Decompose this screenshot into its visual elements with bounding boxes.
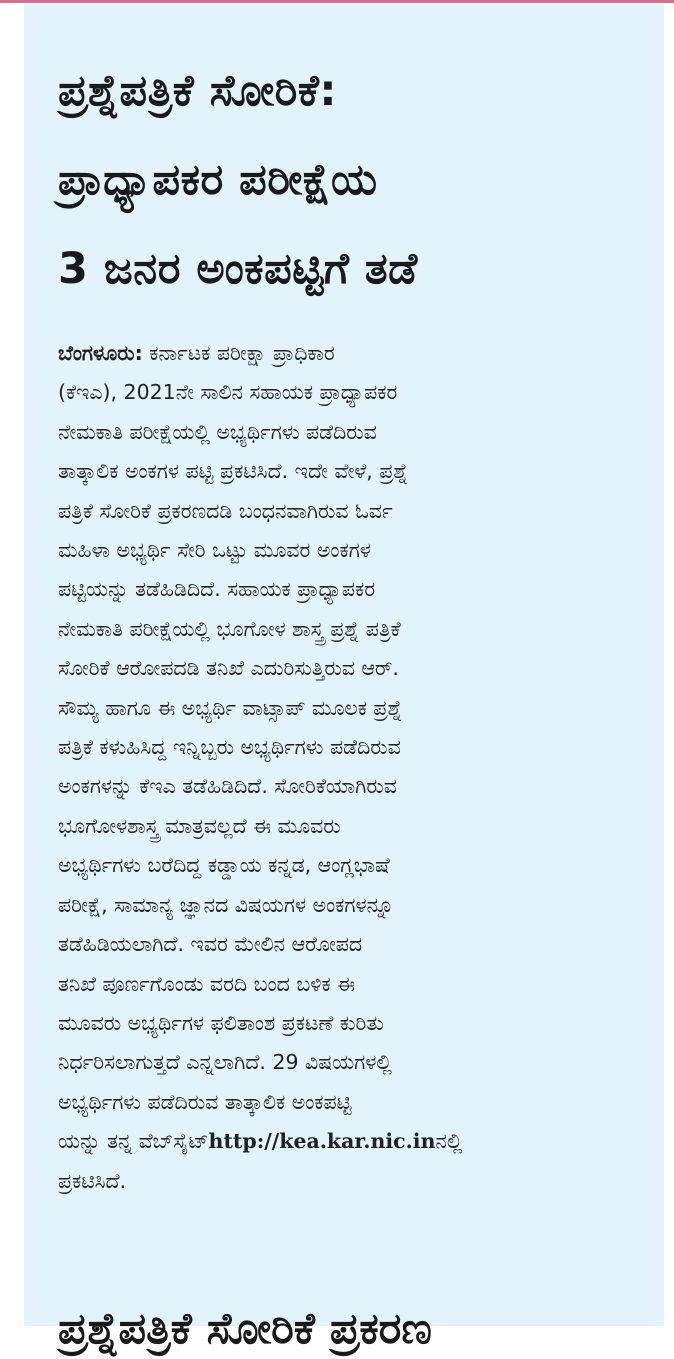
body-line: ಪರೀಕ್ಷೆ, ಸಾಮಾನ್ಯ ಜ್ಞಾನದ ವಿಷಯಗಳ ಅಂಕಗಳನ್ನೂ bbox=[58, 892, 394, 917]
headline-line-1: ಪ್ರಶ್ನೆಪತ್ರಿಕೆ ಸೋರಿಕೆ: bbox=[58, 66, 338, 116]
url-line-suffix: ನಲ್ಲಿ bbox=[435, 1129, 463, 1154]
body-line: ತಾತ್ಕಾಲಿಕ ಅಂಕಗಳ ಪಟ್ಟಿ ಪ್ರಕಟಿಸಿದೆ. ಇದೇ ವೇಳೆ, ಪ್ರಶ್ನೆ bbox=[58, 459, 409, 484]
body-line: ಮೂವರು ಅಭ್ಯರ್ಥಿಗಳ ಫಲಿತಾಂಶ ಪ್ರಕಟಣೆ ಕುರಿತು bbox=[58, 1010, 384, 1035]
body-line: ನೇಮಕಾತಿ ಪರೀಕ್ಷೆಯಲ್ಲಿ ಅಭ್ಯರ್ಥಿಗಳು ಪಡೆದಿರುವ bbox=[58, 419, 377, 444]
body-line: ಅಂಕಗಳನ್ನು ಕೆಇಎ ತಡೆಹಿಡಿದಿದೆ. ಸೋರಿಕೆಯಾಗಿರುವ bbox=[58, 774, 397, 799]
body-line: ಪಟ್ಟಿಯನ್ನು ತಡೆಹಿಡಿದಿದೆ. ಸಹಾಯಕ ಪ್ರಾಧ್ಯಾಪಕರ bbox=[58, 577, 376, 602]
body-line: ತಡೆಹಿಡಿಯಲಾಗಿದೆ. ಇವರ ಮೇಲಿನ ಆರೋಪದ bbox=[58, 932, 363, 957]
article-panel bbox=[24, 3, 664, 1354]
url-line-prefix: ಯನ್ನು ತನ್ನ ವೆಬ್‌ಸೈಟ್ bbox=[58, 1129, 209, 1154]
next-article-headline: ಪ್ರಶ್ನೆಪತ್ರಿಕೆ ಸೋರಿಕೆ ಪ್ರಕರಣ bbox=[58, 1304, 432, 1354]
body-line-first bbox=[58, 334, 646, 373]
headline-line-2: ಪ್ರಾಧ್ಯಾಪಕರ ಪರೀಕ್ಷೆಯ bbox=[58, 155, 378, 205]
article-body bbox=[24, 314, 664, 1201]
article-headline bbox=[24, 3, 664, 314]
body-line: ಅಭ್ಯರ್ಥಿಗಳು ಬರೆದಿದ್ದ ಕಡ್ಡಾಯ ಕನ್ನಡ, ಆಂಗ್ಲಭಾಷೆ bbox=[58, 853, 390, 878]
body-line: ಭೂಗೋಳಶಾಸ್ತ್ರ ಮಾತ್ರವಲ್ಲದೆ ಈ ಮೂವರು bbox=[58, 813, 341, 838]
body-first-line-rest: ಕರ್ನಾಟಕ ಪರೀಕ್ಷಾ ಪ್ರಾಧಿಕಾರ bbox=[142, 341, 335, 365]
body-line: ಅಭ್ಯರ್ಥಿಗಳು ಪಡೆದಿರುವ ತಾತ್ಕಾಲಿಕ ಅಂಕಪಟ್ಟಿ bbox=[58, 1089, 352, 1114]
body-line: ಮಹಿಳಾ ಅಭ್ಯರ್ಥಿ ಸೇರಿ ಒಟ್ಟು ಮೂವರ ಅಂಕಗಳ bbox=[58, 538, 371, 563]
body-line: (ಕೆಇಎ), 2021ನೇ ಸಾಲಿನ ಸಹಾಯಕ ಪ್ರಾಧ್ಯಾಪಕರ bbox=[58, 380, 398, 405]
headline-line-3: 3 ಜನರ ಅಂಕಪಟ್ಟಿಗೆ ತಡೆ bbox=[58, 244, 418, 294]
body-line: ನೇಮಕಾತಿ ಪರೀಕ್ಷೆಯಲ್ಲಿ ಭೂಗೋಳ ಶಾಸ್ತ್ರ ಪ್ರಶ್ನೆ ಪತ್ರಿಕೆ bbox=[58, 616, 401, 641]
body-line-url bbox=[58, 1122, 646, 1161]
body-line-last: ಪ್ರಕಟಿಸಿದೆ. bbox=[58, 1168, 127, 1193]
body-line: ನಿರ್ಧರಿಸಲಾಗುತ್ತದೆ ಎನ್ನಲಾಗಿದೆ. 29 ವಿಷಯಗಳಲ್ಲಿ bbox=[58, 1050, 392, 1075]
body-line: ಪತ್ರಿಕೆ ಕಳುಹಿಸಿದ್ದ ಇನ್ನಿಬ್ಬರು ಅಭ್ಯರ್ಥಿಗಳು ಪಡೆದಿರುವ bbox=[58, 735, 401, 760]
dateline: ಬೆಂಗಳೂರು: bbox=[58, 341, 143, 365]
body-line: ಸೋರಿಕೆ ಆರೋಪದಡಿ ತನಿಖೆ ಎದುರಿಸುತ್ತಿರುವ ಆರ್. bbox=[58, 656, 399, 681]
body-line: ತನಿಖೆ ಪೂರ್ಣಗೊಂಡು ವರದಿ ಬಂದ ಬಳಿಕ ಈ bbox=[58, 971, 355, 996]
body-line: ಸೌಮ್ಯ ಹಾಗೂ ಈ ಅಭ್ಯರ್ಥಿ ವಾಟ್ಸಾಪ್ ಮೂಲಕ ಪ್ರಶ್ನೆ bbox=[58, 695, 403, 720]
website-link[interactable]: http://kea.kar.nic.in bbox=[208, 1129, 436, 1154]
body-line: ಪತ್ರಿಕೆ ಸೋರಿಕೆ ಪ್ರಕರಣದಡಿ ಬಂಧನವಾಗಿರುವ ಓರ್ವ bbox=[58, 498, 393, 523]
